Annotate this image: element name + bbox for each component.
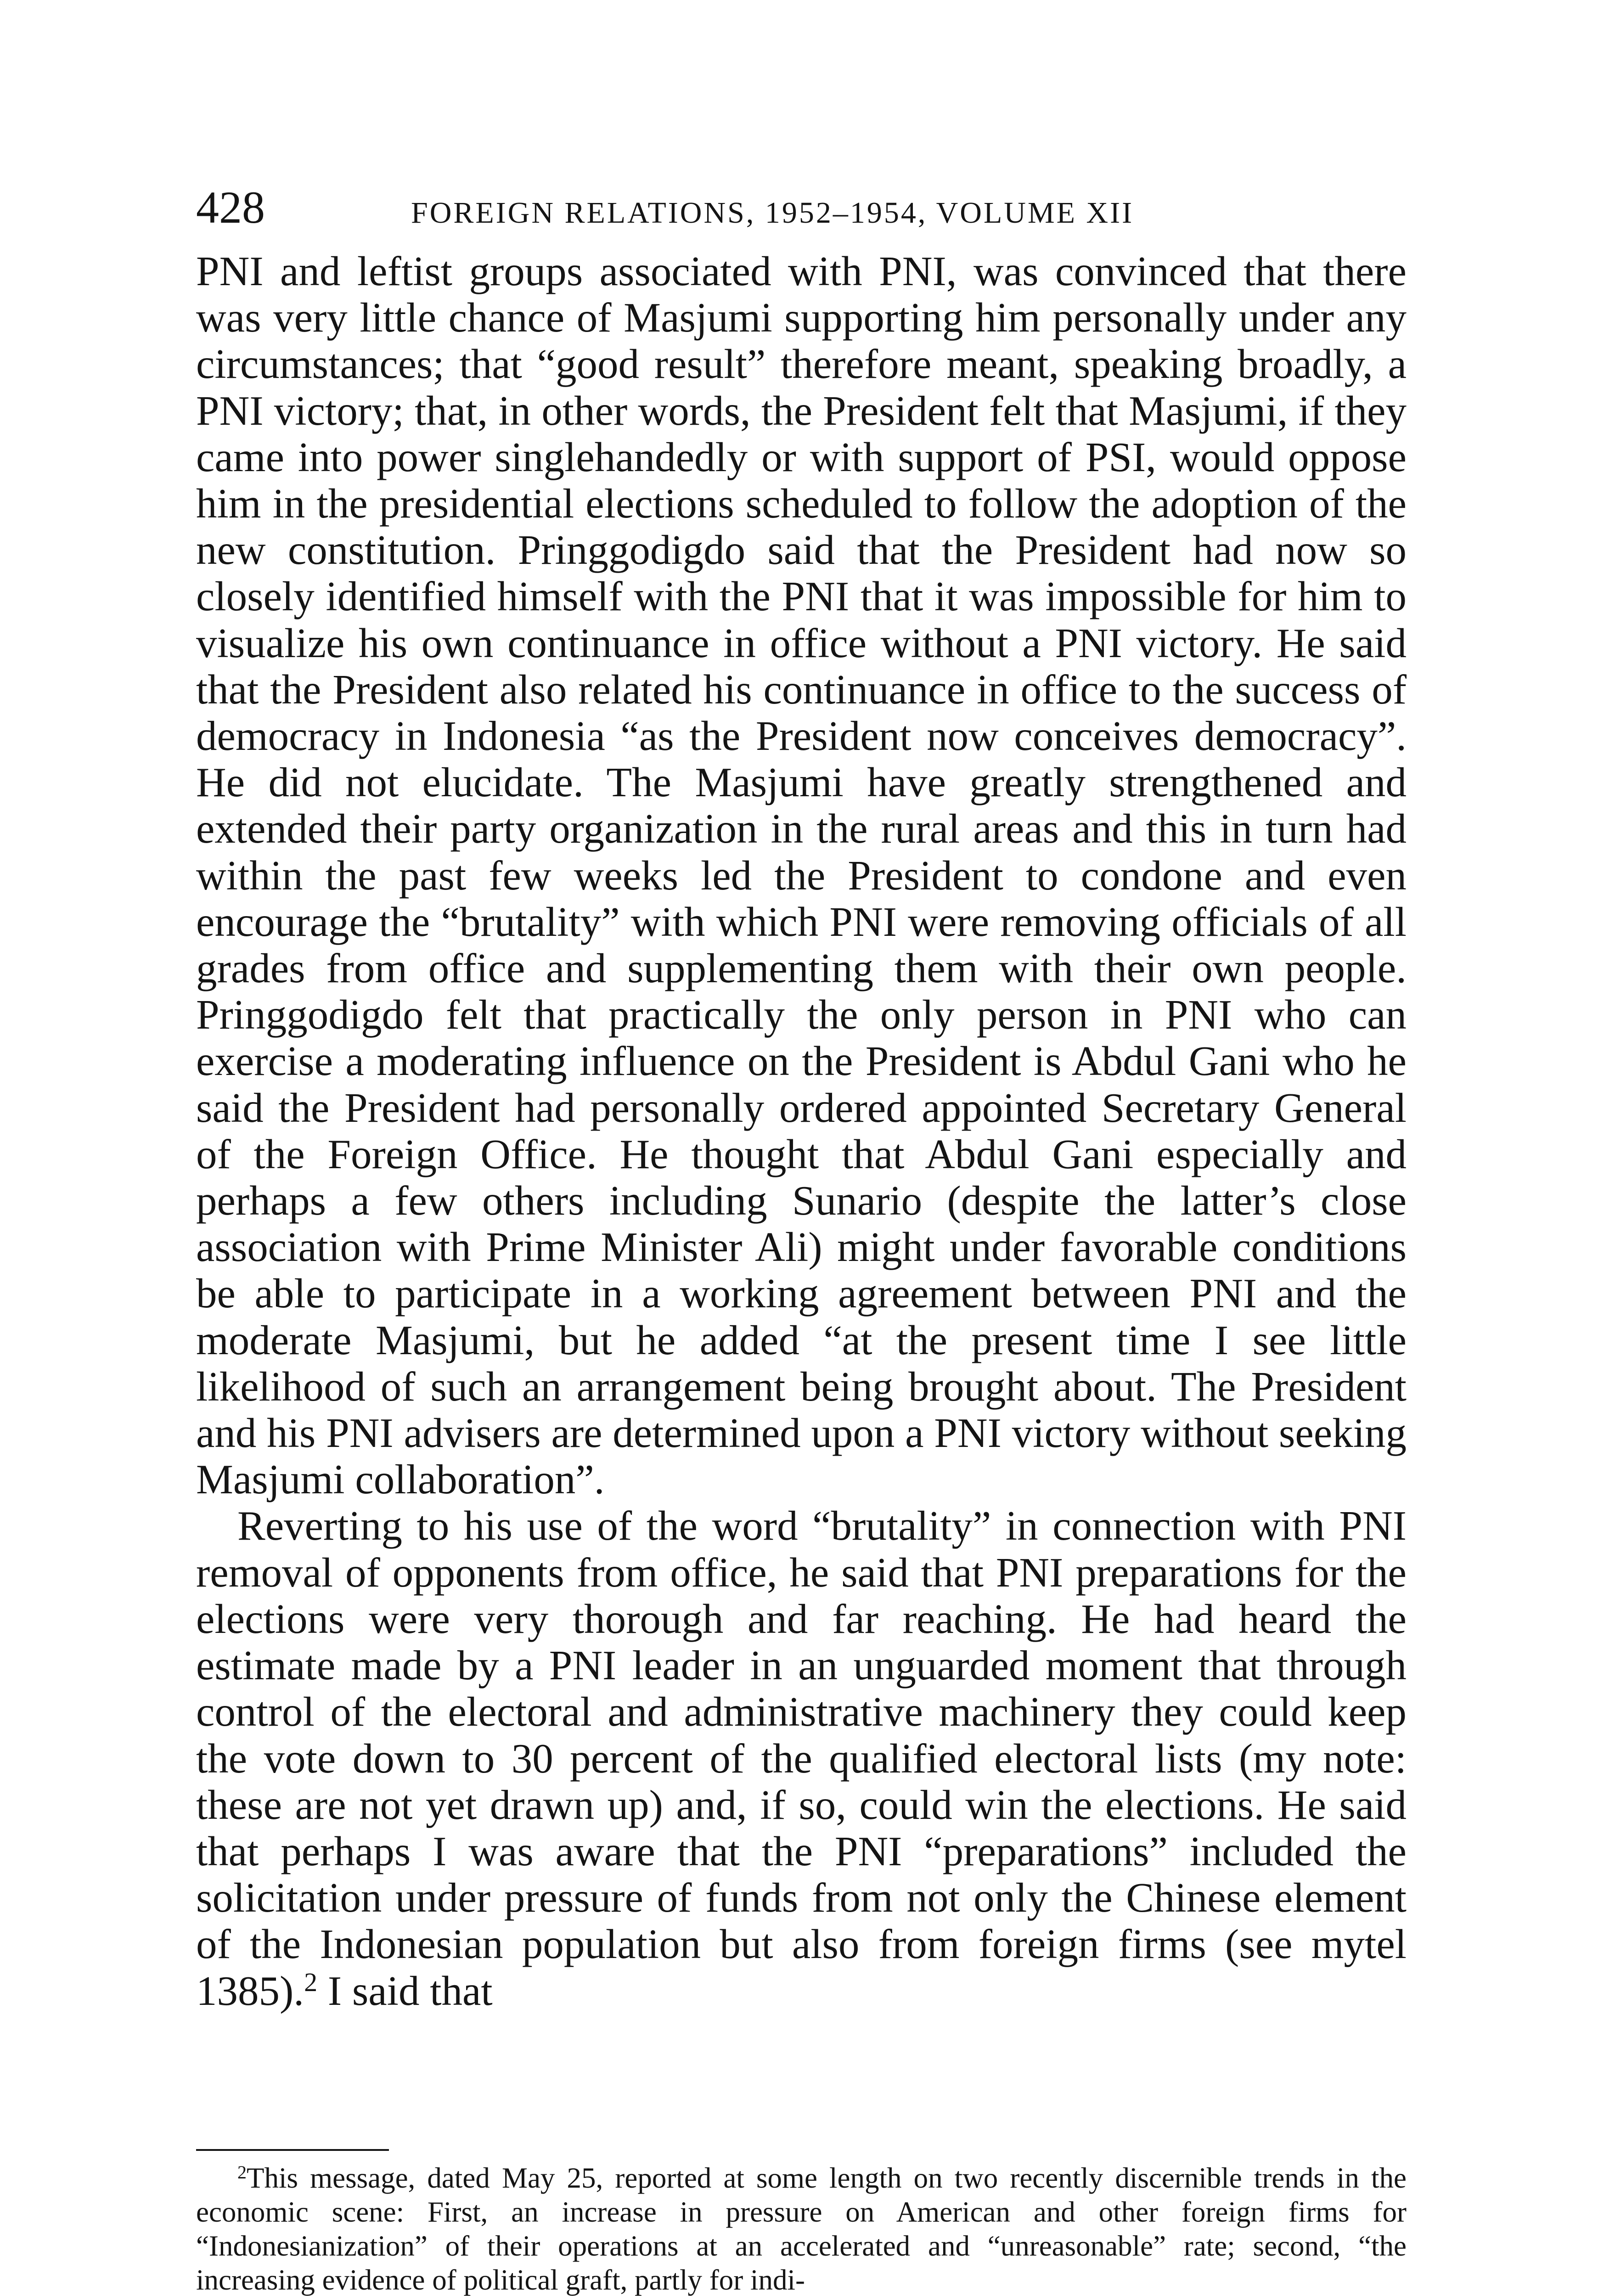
footnote-rule bbox=[196, 2149, 389, 2151]
body-text bbox=[196, 248, 1407, 2014]
running-title: FOREIGN RELATIONS, 1952–1954, VOLUME XII bbox=[411, 196, 1134, 230]
running-head bbox=[196, 175, 1408, 240]
footnote-marker: 2 bbox=[237, 2162, 247, 2183]
footnote-text: This message, dated May 25, reported at some length on two recently discernible trends in the economic scene: First, an increase in pressure on American and other foreign firms for “Indonesianization” of their operations at an accelerated and “unreasonable” rate; second, “the increasing evidence of political graft, partly for indi- bbox=[196, 2162, 1407, 2296]
footnote bbox=[196, 2161, 1407, 2296]
paragraph-2-tail: I said that bbox=[317, 1967, 493, 2014]
page-number: 428 bbox=[196, 182, 265, 233]
paragraph-1: PNI and leftist groups associated with PNI, was convinced that there was very little chance of Masjumi supporting him personally under any circumstances; that “good result” therefore meant, speaking broadly, a PNI victory; that, in other words, the President felt that Masjumi, if they came into power singlehandedly or with support of PSI, would oppose him in the presidential elections scheduled to follow the adoption of the new constitution. Pringgodigdo said that the President had now so closely identified himself with the PNI that it was impossible for him to visualize his own continuance in office without a PNI victory. He said that the President also related his continuance in office to the success of democracy in Indonesia “as the President now conceives democracy”. He did not elucidate. The Masjumi have greatly strengthened and extended their party organization in the rural areas and this in turn had within the past few weeks led the President to condone and even encourage the “brutality” with which PNI were removing officials of all grades from office and supplementing them with their own people. Pringgodigdo felt that practically the only person in PNI who can exercise a moderating influence on the President is Abdul Gani who he said the President had personally ordered appointed Secretary General of the Foreign Office. He thought that Abdul Gani especially and perhaps a few others including Sunario (despite the latter’s close association with Prime Minister Ali) might under favorable conditions be able to participate in a working agreement between PNI and the moderate Masjumi, but he added “at the present time I see little likelihood of such an arrangement being brought about. The President and his PNI advisers are determined upon a PNI victory without seeking Masjumi collaboration”. bbox=[196, 248, 1407, 1503]
footnote-ref: 2 bbox=[304, 1967, 318, 1997]
paragraph-2-text: Reverting to his use of the word “brutality” in connection with PNI removal of opponents from office, he said that PNI preparations for the elections were very thorough and far reaching. He had heard the estimate made by a PNI leader in an unguarded moment that through control of the electoral and administrative machinery they could keep the vote down to 30 percent of the qualified electoral lists (my note: these are not yet drawn up) and, if so, could win the elections. He said that perhaps I was aware that the PNI “preparations” included the solicitation under pressure of funds from not only the Chinese element of the Indonesian population but also from foreign firms (see mytel 1385). bbox=[196, 1503, 1407, 2014]
paragraph-2 bbox=[196, 1503, 1407, 2014]
